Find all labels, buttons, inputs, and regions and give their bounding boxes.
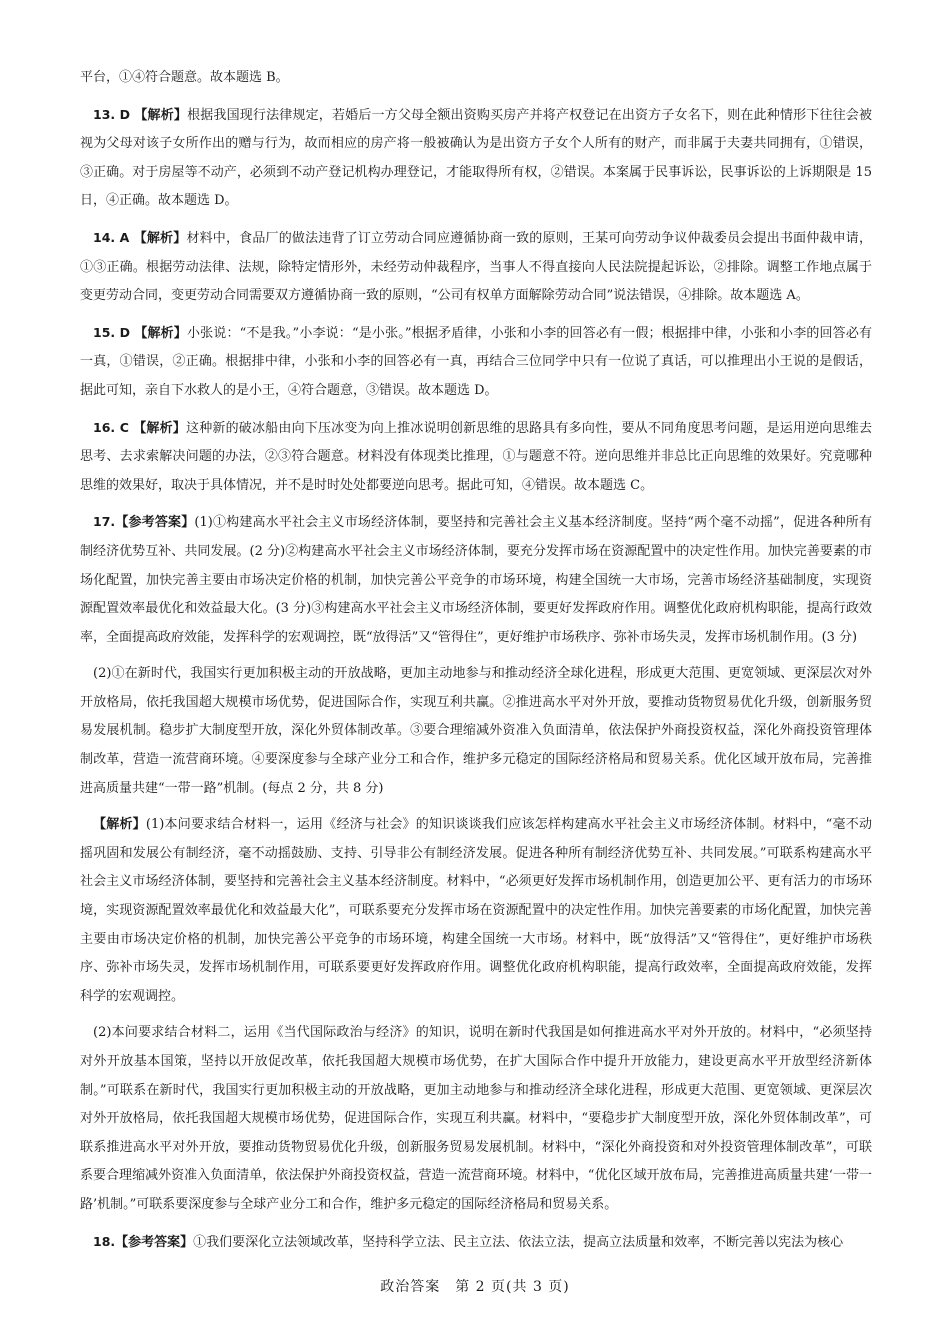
paragraph-text: (1)本问要求结合材料一，运用《经济与社会》的知识谈谈我们应该怎样构建高水平社会主义市场经济体制。材料中，“毫不动摇巩固和发展公有制经济，毫不动摇鼓励、支持、引导非公有制经济发展。促进各种所有制经济优势互补、共同发展。”可联系构建高水平社会主义市场经济体制，要坚持和完善社会主义基本经济制度。材料中，“必须更好发挥市场机制作用，创造更加公平、更有活力的市场环境，实现资源配置效率最优化和效益最大化”，可联系要充分发挥市场在资源配置中的决定性作用。加快完善要素的市场化配置，加快完善主要由市场决定价格的机制，加快完善公平竞争的市场环境，构建全国统一大市场。材料中，既“放得活”又“管得住”，更好维护市场秩序、弥补市场失灵，发挥市场机制作用，可联系要更好发挥政府作用。调整优化政府机构职能，提高行政效率，全面提高政府效能，发挥科学的宏观调控。 [80, 817, 872, 1004]
analysis-tag: 【解析】 [133, 420, 186, 436]
question-number: 15. D [93, 324, 131, 340]
answer-14 [80, 224, 872, 311]
answer-18-reference [80, 1228, 872, 1258]
paragraph-text: (2)本问要求结合材料二，运用《当代国际政治与经济》的知识，说明在新时代我国是如何推进高水平对外开放的。材料中，“必须坚持对外开放基本国策，坚持以开放促改革，依托我国超大规模市场优势，在扩大国际合作中提升开放能力，建设更高水平开放型经济新体制。”可联系在新时代，我国实行更加积极主动的开放战略，更加主动地参与和推动经济全球化进程，形成更大范围、更宽领域、更深层次对外开放格局，依托我国超大规模市场优势，促进国际合作，实现互利共赢。材料中，“要稳步扩大制度型开放，深化外贸体制改革”，可联系推进高水平对外开放，要推动货物贸易优化升级，创新服务贸易发展机制。材料中，“深化外商投资和对外投资管理体制改革”，可联系要合理缩减外资准入负面清单，依法保护外商投资权益，营造一流营商环境。材料中，“优化区域开放布局，完善推进高质量共建‘一带一路’机制。”可联系要深度参与全球产业分工和合作，维护多元稳定的国际经济格局和贸易关系。 [80, 1025, 872, 1212]
answer-17-part2 [80, 660, 872, 803]
reference-answer-tag: 【参考答案】 [115, 1234, 194, 1250]
reference-answer-tag: 【参考答案】 [115, 515, 195, 531]
answer-17-analysis [80, 811, 872, 1011]
paragraph-continuation [80, 64, 872, 93]
answer-15 [80, 319, 872, 406]
paragraph-text: 材料中，食品厂的做法违背了订立劳动合同应遵循协商一致的原则，王某可向劳动争议仲裁委员会提出书面仲裁申请，①③正确。根据劳动法律、法规，除特定情形外，未经劳动仲裁程序，当事人不得直接向人民法院提起诉讼，②排除。调整工作地点属于变更劳动合同，变更劳动合同需要双方遵循协商一致的原则，“公司有权单方面解除劳动合同”说法错误，④排除。故本题选 A。 [80, 230, 872, 304]
answer-17-reference [80, 508, 872, 652]
page-footer: 政治答案 第 2 页(共 3 页) [380, 1279, 570, 1295]
paragraph-text: ①我们要深化立法领域改革，坚持科学立法、民主立法、依法立法，提高立法质量和效率，不断完善以宪法为核心 [193, 1234, 844, 1250]
paragraph-text: 小张说：“不是我。”小李说：“是小张。”根据矛盾律，小张和小李的回答必有一假；根据排中律，小张和小李的回答必有一真，①错误，②正确。根据排中律，小张和小李的回答必有一真，再结合三位同学中只有一位说了真话，可以推理出小王说的是假话，据此可知，亲自下水救人的是小王，④符合题意，③错误。故本题选 D。 [80, 325, 872, 398]
analysis-tag: 【解析】 [93, 817, 146, 833]
question-number: 13. D [93, 106, 131, 122]
question-number: 18. [93, 1233, 116, 1249]
analysis-tag: 【解析】 [134, 325, 187, 341]
paragraph-text: 这种新的破冰船由向下压冰变为向上推冰说明创新思维的思路具有多向性，要从不同角度思考问题，是运用逆向思维去思考、去求索解决问题的办法，②③符合题意。材料没有体现类比推理，①与题意不符。逆向思维并非总比正向思维的效果好。究竟哪种思维的效果好，取决于具体情况，并不是时时处处都要逆向思考。据此可知，④错误。故本题选 C。 [80, 420, 872, 493]
analysis-tag: 【解析】 [133, 230, 187, 246]
question-number: 14. A [93, 229, 130, 245]
paragraph-text: (2)①在新时代，我国实行更加积极主动的开放战略，更加主动地参与和推动经济全球化进程，形成更大范围、更宽领域、更深层次对外开放格局，依托我国超大规模市场优势，促进国际合作，实现互利共赢。②推进高水平对外开放，要推动货物贸易优化升级，创新服务贸易发展机制。稳步扩大制度型开放，深化外贸体制改革。③要合理缩减外资准入负面清单，依法保护外商投资权益，深化外商投资管理体制改革，营造一流营商环境。④要深度参与全球产业分工和合作，维护多元稳定的国际经济格局和贸易关系。优化区域开放布局，完善推进高质量共建“一带一路”机制。(每点 2 分，共 8 分) [80, 666, 872, 796]
answer-page [80, 64, 872, 1265]
paragraph-text: (1)①构建高水平社会主义市场经济体制，要坚持和完善社会主义基本经济制度。坚持“两个毫不动摇”，促进各种所有制经济优势互补、共同发展。(2 分)②构建高水平社会主义市场经济体制，要充分发挥市场在资源配置中的决定性作用。加快完善要素的市场化配置，加快完善主要由市场决定价格的机制，加快完善公平竞争的市场环境，构建全国统一大市场，完善市场经济基础制度，实现资源配置效率最优化和效益最大化。(3 分)③构建高水平社会主义市场经济体制，要更好发挥政府作用。调整优化政府机构职能，提高行政效率，全面提高政府效能，发挥科学的宏观调控，既“放得活”又“管得住”，更好维护市场秩序、弥补市场失灵，发挥市场机制作用。(3 分) [80, 515, 872, 645]
answer-13 [80, 101, 872, 216]
paragraph-text: 平台，①④符合题意。故本题选 B。 [80, 70, 289, 85]
question-number: 16. C [93, 419, 129, 435]
paragraph-text: 根据我国现行法律规定，若婚后一方父母全额出资购买房产并将产权登记在出资方子女名下，则在此种情形下往往会被视为父母对该子女所作出的赠与行为，故而相应的房产将一般被确认为是出资方子女个人所有的财产，而非属于夫妻共同拥有，①错误，③正确。对于房屋等不动产，必须到不动产登记机构办理登记，才能取得所有权，②错误。本案属于民事诉讼，民事诉讼的上诉期限是 15 日，④正确。故本题选 D。 [80, 107, 872, 209]
question-number: 17. [93, 514, 116, 530]
answer-16 [80, 414, 872, 501]
analysis-tag: 【解析】 [134, 107, 188, 123]
answer-17-analysis-part2 [80, 1019, 872, 1219]
